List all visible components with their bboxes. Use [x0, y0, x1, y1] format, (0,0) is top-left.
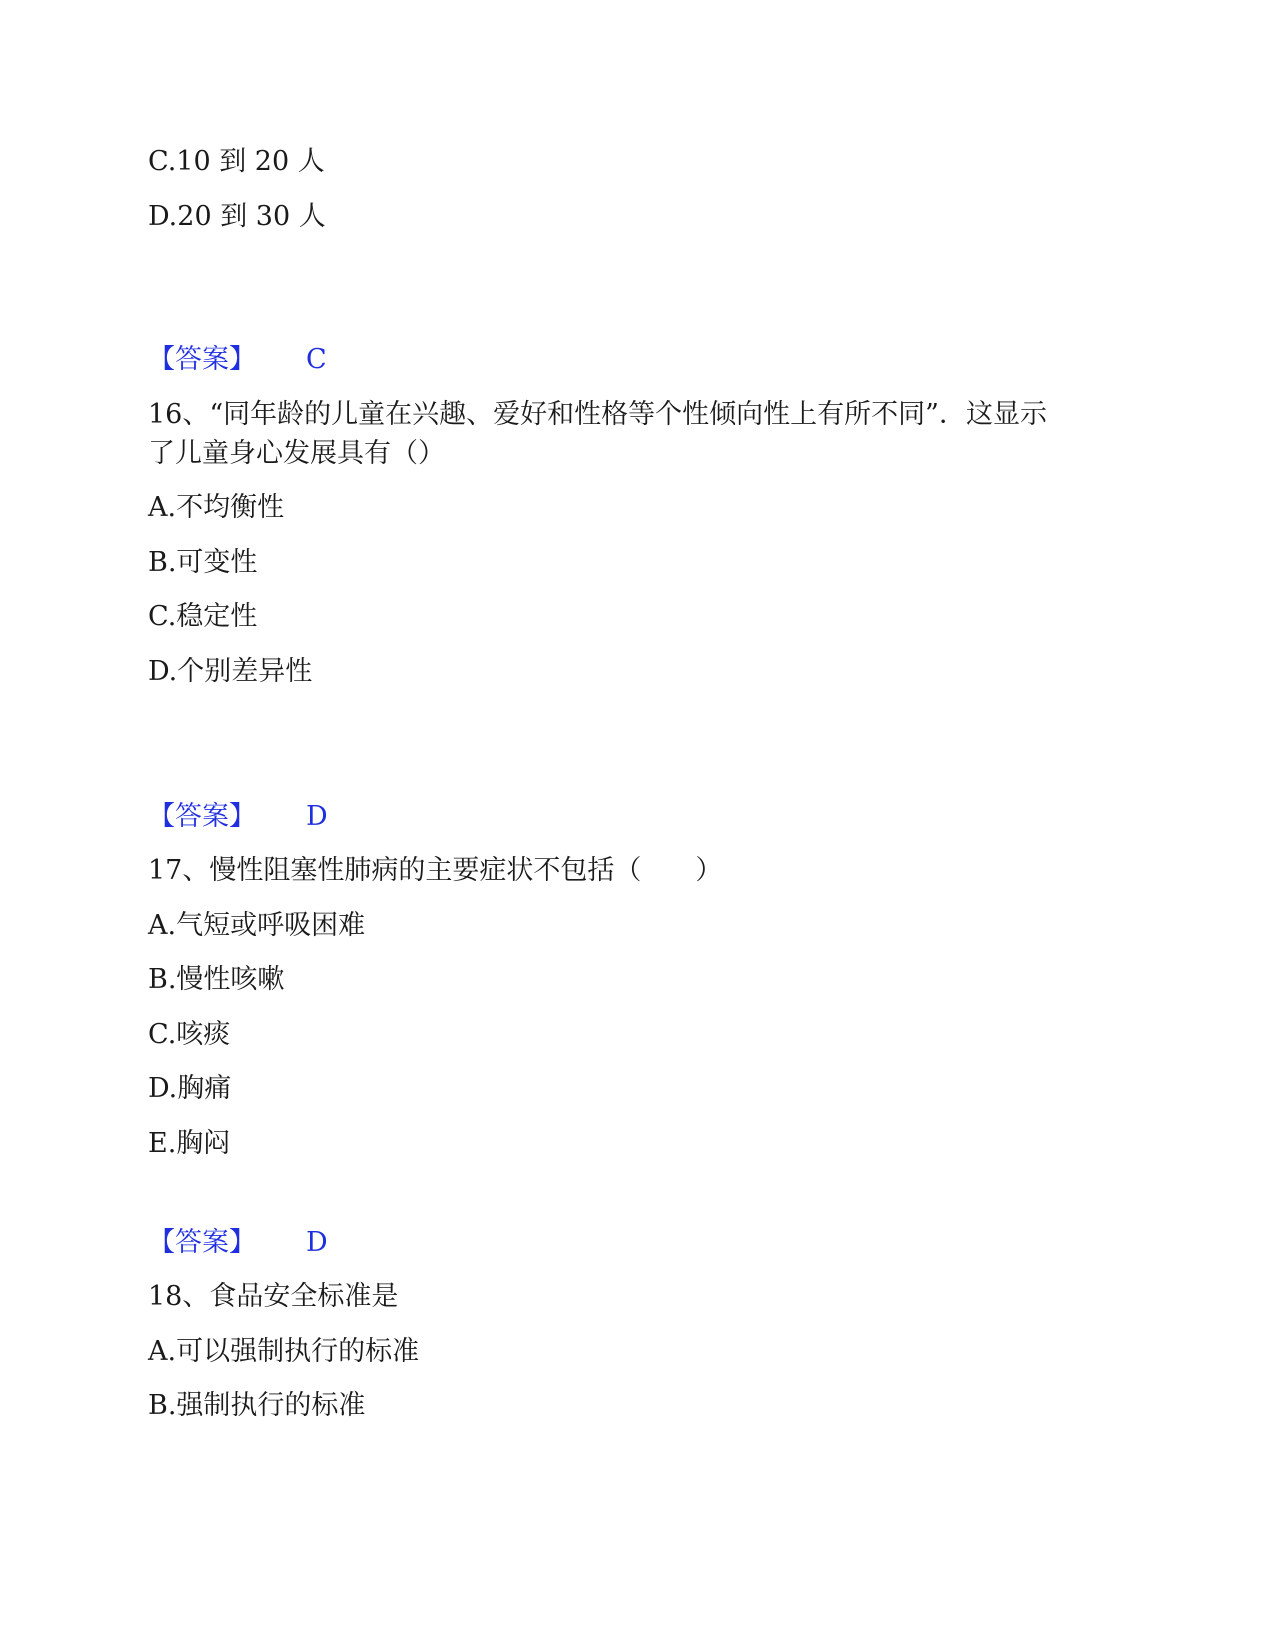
q18-option-b: B.强制执行的标准: [148, 1390, 366, 1421]
q16-stem-line1: 16、“同年龄的儿童在兴趣、爱好和性格等个性倾向性上有所不同”．这显示: [148, 399, 1047, 430]
answer-label: 【答案】: [148, 1227, 256, 1258]
q16-option-c: C.稳定性: [148, 601, 258, 632]
q16-option-a: A.不均衡性: [148, 492, 285, 523]
q17-option-a: A.气短或呼吸困难: [148, 910, 366, 941]
q18-option-a: A.可以强制执行的标准: [148, 1336, 420, 1367]
q17-stem: 17、慢性阻塞性肺病的主要症状不包括（ ）: [148, 855, 723, 886]
q17-option-e: E.胸闷: [148, 1128, 231, 1159]
q16-stem-line2: 了儿童身心发展具有（）: [148, 438, 445, 469]
q16-option-d: D.个别差异性: [148, 656, 313, 687]
answer-letter: C: [306, 344, 327, 375]
answer-letter: D: [306, 801, 328, 832]
q16-option-b: B.可变性: [148, 547, 258, 578]
q17-option-b: B.慢性咳嗽: [148, 964, 285, 995]
q16-answer: [148, 797, 328, 837]
q17-option-d: D.胸痛: [148, 1073, 232, 1104]
q15-option-d: D.20 到 30 人: [148, 201, 326, 232]
q15-option-c: C.10 到 20 人: [148, 146, 325, 177]
q18-stem: 18、食品安全标准是: [148, 1281, 399, 1312]
answer-label: 【答案】: [148, 801, 256, 832]
q17-answer: [148, 1223, 328, 1263]
answer-label: 【答案】: [148, 344, 256, 375]
q17-option-c: C.咳痰: [148, 1019, 231, 1050]
q15-answer: [148, 340, 327, 380]
answer-letter: D: [306, 1227, 328, 1258]
